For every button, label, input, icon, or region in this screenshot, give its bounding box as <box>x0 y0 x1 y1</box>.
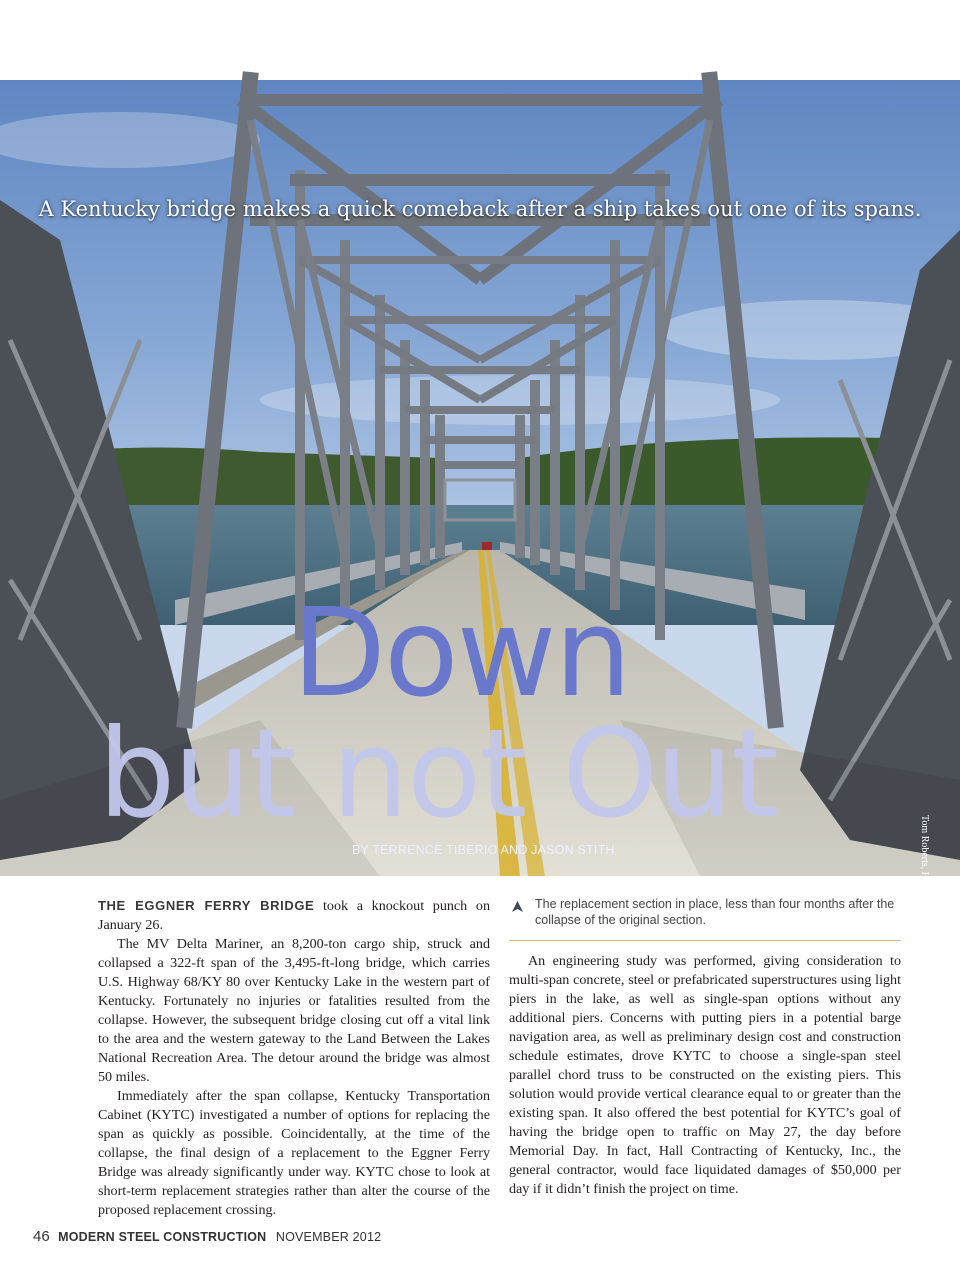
tagline: A Kentucky bridge makes a quick comeback after a ship takes out one of its spans. <box>38 197 922 221</box>
magazine-name: MODERN STEEL CONSTRUCTION <box>58 1230 267 1244</box>
article-paragraph-2: The MV Delta Mariner, an 8,200-ton cargo ship, struck and collapsed a 322-ft span of the 3,495-ft-long bridge, which carries U.S. Highway 68/KY 80 over Kentucky Lake in the western part of Kentucky. Fortunately no injuries or fatalities resulted from the collapse. However, the subsequent bridge closing cut off a vital link to the area and the western gateway to the Land Between the Lakes National Recreation Area. The detour around the bridge was almost 50 miles. <box>98 936 490 1085</box>
article-column-right <box>509 952 901 1199</box>
photo-credit: Tom Roberts, Hall Contracting <box>919 815 930 939</box>
lead-in: THE EGGNER FERRY BRIDGE <box>98 898 315 913</box>
article-column-left <box>98 896 490 1220</box>
page-footer <box>33 1228 381 1246</box>
byline: BY TERRENCE TIBERIO AND JASON STITH <box>352 843 615 857</box>
article-paragraph-3: Immediately after the span collapse, Kentucky Transportation Cabinet (KYTC) investigated a number of options for replacing the span as quickly as possible. Coincidentally, at the time of the collapse, the final design of a replacement to the Eggner Ferry Bridge was already significantly under way. KYTC chose to look at short-term replacement strategies rather than alter the course of the proposed replacement crossing. <box>98 1088 490 1218</box>
triangle-up-icon <box>512 901 523 912</box>
photo-caption <box>509 896 901 941</box>
article-paragraph-1 <box>98 896 490 935</box>
caption-text: The replacement section in place, less than four months after the collapse of the original section. <box>535 897 895 927</box>
page-number: 46 <box>33 1228 50 1245</box>
issue-date: NOVEMBER 2012 <box>275 1230 382 1244</box>
paragraph-1-text: took a knockout punch on January 26. <box>98 898 490 933</box>
title-line-2: but not Out <box>98 703 778 845</box>
article-paragraph-4: An engineering study was performed, giving consideration to multi-span concrete, steel or prefabricated superstructures using light piers in the lake, as well as single-span options without any additional piers. Concerns with putting piers in a potential barge navigation area, as well as preliminary design cost and construction schedule estimates, drove KYTC to choose a single-span steel parallel chord truss to be constructed on the existing piers. This solution would provide vertical clearance equal to or greater than the existing span. It also offered the best potential for KYTC’s goal of having the bridge open to traffic on May 27, the day before Memorial Day. In fact, Hall Contracting of Kentucky, Inc., the general contractor, would face liquidated damages of $50,000 per day if it didn’t finish the project on time. <box>509 953 901 1197</box>
title-line-1: Down <box>292 582 630 724</box>
